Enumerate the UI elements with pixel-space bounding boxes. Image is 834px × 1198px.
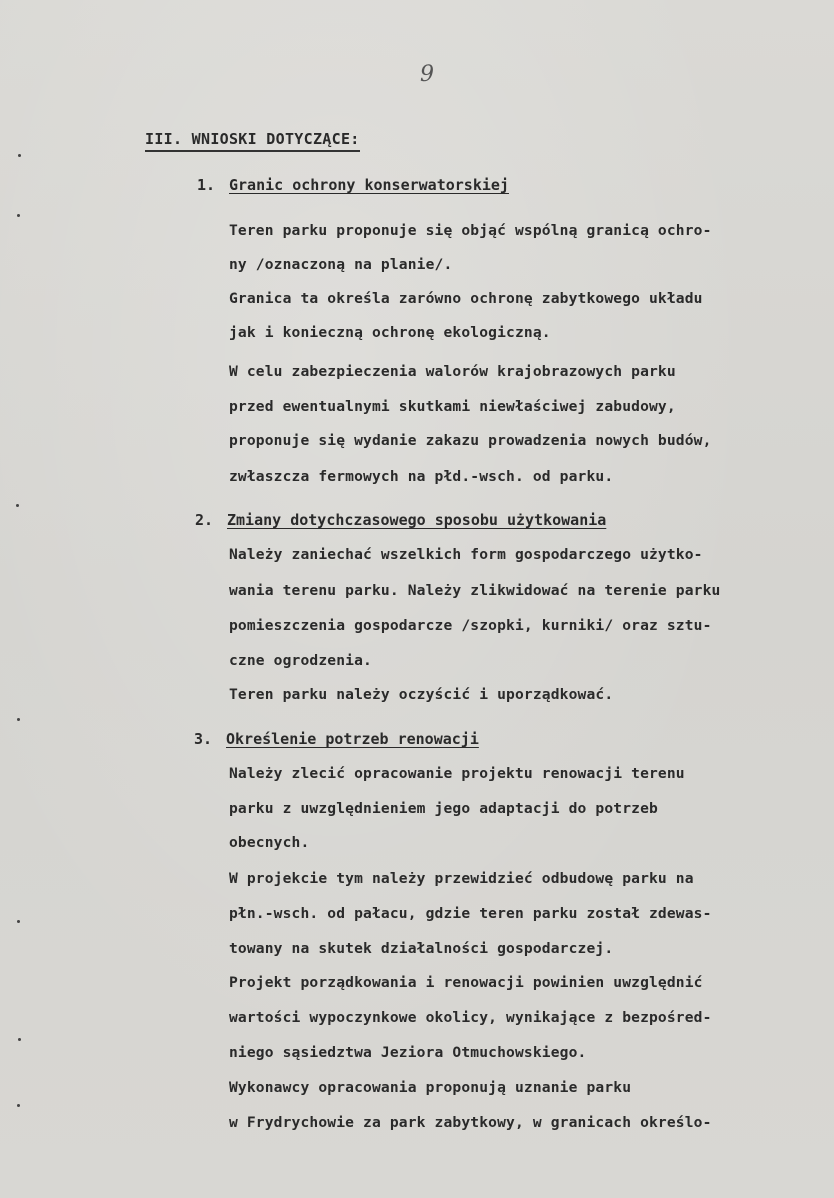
section-1-title [197, 176, 509, 194]
paragraph-line: Teren parku należy oczyścić i uporządkować. [229, 686, 614, 703]
section-2-title [195, 511, 606, 529]
section-title-text: Zmiany dotychczasowego sposobu użytkowania [227, 511, 607, 529]
paragraph-line: jak i konieczną ochronę ekologiczną. [229, 324, 551, 341]
section-heading: III. WNIOSKI DOTYCZĄCE: [145, 130, 360, 152]
paragraph-line: Granica ta określa zarówno ochronę zabytkowego układu [229, 290, 703, 307]
paragraph-line: pomieszczenia gospodarcze /szopki, kurniki/ oraz sztu- [229, 617, 712, 634]
paragraph-line: Wykonawcy opracowania proponują uznanie parku [229, 1079, 632, 1096]
scan-speck [17, 214, 20, 217]
scan-speck [17, 920, 20, 923]
paragraph-line: Projekt porządkowania i renowacji powinien uwzględnić [229, 974, 703, 991]
section-title-text: Granic ochrony konserwatorskiej [229, 176, 509, 194]
section-title-text: Określenie potrzeb renowacji [226, 730, 479, 748]
paragraph-line: obecnych. [229, 834, 310, 851]
page-number: 9 [420, 62, 434, 87]
paragraph-line: wania terenu parku. Należy zlikwidować na terenie parku [229, 582, 721, 599]
paragraph-line: niego sąsiedztwa Jeziora Otmuchowskiego. [229, 1044, 587, 1061]
paragraph-line: płn.-wsch. od pałacu, gdzie teren parku został zdewas- [229, 905, 712, 922]
paragraph-line: zwłaszcza fermowych na płd.-wsch. od parku. [229, 468, 614, 485]
scan-speck [18, 154, 21, 157]
section-number: 3. [194, 730, 213, 748]
paragraph-line: wartości wypoczynkowe okolicy, wynikające z bezpośred- [229, 1009, 712, 1026]
paragraph-line: ny /oznaczoną na planie/. [229, 256, 453, 273]
section-3-title [194, 730, 479, 748]
paragraph-line: czne ogrodzenia. [229, 652, 372, 669]
scan-speck [16, 504, 19, 507]
paragraph-line: Należy zlecić opracowanie projektu renowacji terenu [229, 765, 685, 782]
paragraph-line: towany na skutek działalności gospodarczej. [229, 940, 614, 957]
paragraph-line: W projekcie tym należy przewidzieć odbudowę parku na [229, 870, 694, 887]
paragraph-line: Teren parku proponuje się objąć wspólną granicą ochro- [229, 222, 712, 239]
scan-speck [17, 718, 20, 721]
section-number: 2. [195, 511, 214, 529]
scan-speck [17, 1104, 20, 1107]
section-number: 1. [197, 176, 216, 194]
paragraph-line: proponuje się wydanie zakazu prowadzenia nowych budów, [229, 432, 712, 449]
paragraph-line: Należy zaniechać wszelkich form gospodarczego użytko- [229, 546, 703, 563]
paragraph-line: W celu zabezpieczenia walorów krajobrazowych parku [229, 363, 676, 380]
scan-speck [18, 1038, 21, 1041]
paragraph-line: parku z uwzględnieniem jego adaptacji do potrzeb [229, 800, 658, 817]
paragraph-line: w Frydrychowie za park zabytkowy, w granicach określo- [229, 1114, 712, 1131]
paragraph-line: przed ewentualnymi skutkami niewłaściwej zabudowy, [229, 398, 676, 415]
